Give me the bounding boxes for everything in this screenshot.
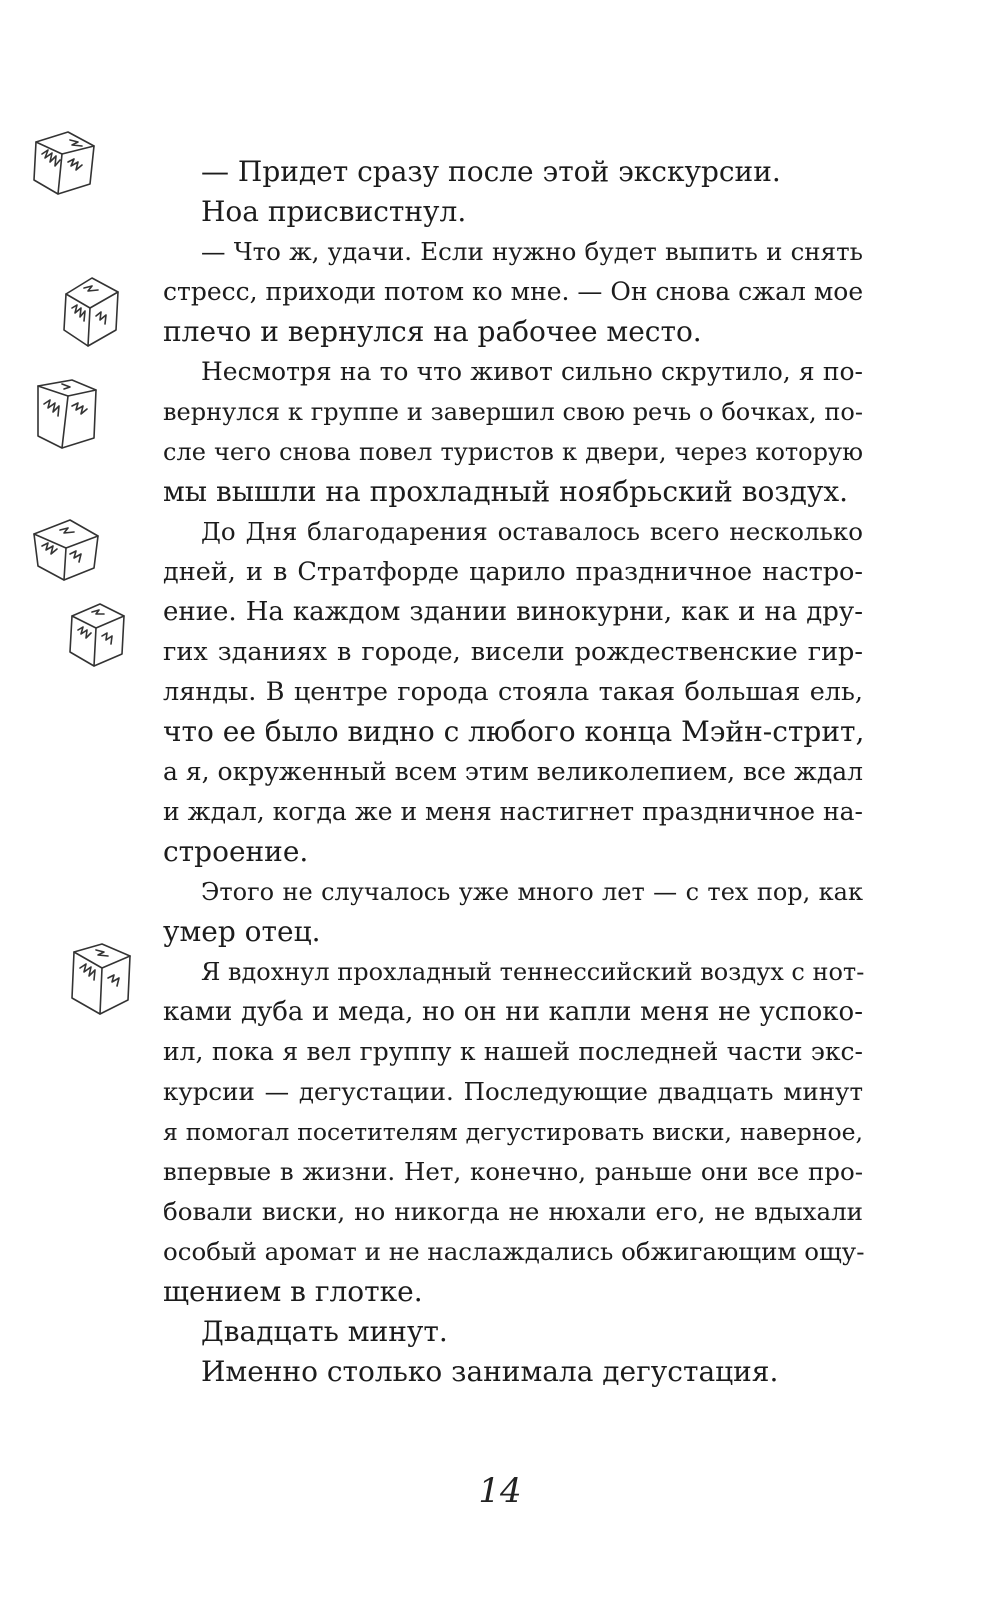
text-line: гих зданиях в городе, висели рождественские гир- xyxy=(163,637,863,667)
text-line: впервые в жизни. Нет, конечно, раньше они все про- xyxy=(163,1157,863,1186)
text-line: ками дуба и меда, но он ни капли меня не успоко- xyxy=(163,997,863,1027)
text-line: курсии — дегустации. Последующие двадцать минут xyxy=(163,1077,863,1106)
text-line: Я вдохнул прохладный теннессийский воздух с нот- xyxy=(201,958,865,986)
text-line: строение. xyxy=(163,835,309,868)
text-line: умер отец. xyxy=(163,915,321,948)
text-line: До Дня благодарения оставалось всего несколько xyxy=(201,517,863,546)
text-line: Ноа присвистнул. xyxy=(201,195,467,228)
text-line: а я, окруженный всем этим великолепием, все ждал xyxy=(163,757,863,786)
ice-cube-icon xyxy=(28,128,100,198)
text-line: вернулся к группе и завершил свою речь о бочках, по- xyxy=(163,398,863,426)
text-line: особый аромат и не наслаждались обжигающим ощу- xyxy=(163,1237,865,1266)
text-line: Несмотря на то что живот сильно скрутило, я по- xyxy=(201,357,863,386)
ice-cube-icon xyxy=(66,940,138,1020)
page-number: 14 xyxy=(478,1471,522,1511)
text-line: я помогал посетителям дегустировать виски, наверное, xyxy=(163,1118,863,1146)
text-line: — Придет сразу после этой экскурсии. xyxy=(201,155,781,188)
text-line: Именно столько занимала дегустация. xyxy=(201,1355,779,1388)
text-line: — Что ж, удачи. Если нужно будет выпить и снять xyxy=(201,237,863,266)
text-line: ил, пока я вел группу к нашей последней части экс- xyxy=(163,1037,863,1066)
ice-cube-icon xyxy=(32,376,104,456)
text-line: стресс, приходи потом ко мне. — Он снова сжал мое xyxy=(163,277,864,306)
ice-cube-icon xyxy=(56,272,126,352)
text-line: и ждал, когда же и меня настигнет праздничное на- xyxy=(163,797,863,826)
text-line: что ее было видно с любого конца Мэйн-стрит, xyxy=(163,715,865,748)
text-line: Этого не случалось уже много лет — с тех пор, как xyxy=(201,878,863,906)
text-line: щением в глотке. xyxy=(163,1275,423,1308)
text-line: лянды. В центре города стояла такая большая ель, xyxy=(163,677,863,707)
text-line: дней, и в Стратфорде царило праздничное настро- xyxy=(163,557,863,587)
ice-cube-icon xyxy=(30,514,104,586)
text-line: Двадцать минут. xyxy=(201,1315,448,1348)
text-line: бовали виски, но никогда не нюхали его, не вдыхали xyxy=(163,1197,863,1226)
text-line: сле чего снова повел туристов к двери, через которую xyxy=(163,438,863,466)
ice-cube-icon xyxy=(64,600,130,670)
text-line: ение. На каждом здании винокурни, как и на дру- xyxy=(163,597,863,627)
text-line: плечо и вернулся на рабочее место. xyxy=(163,315,702,348)
text-line: мы вышли на прохладный ноябрьский воздух. xyxy=(163,475,849,508)
